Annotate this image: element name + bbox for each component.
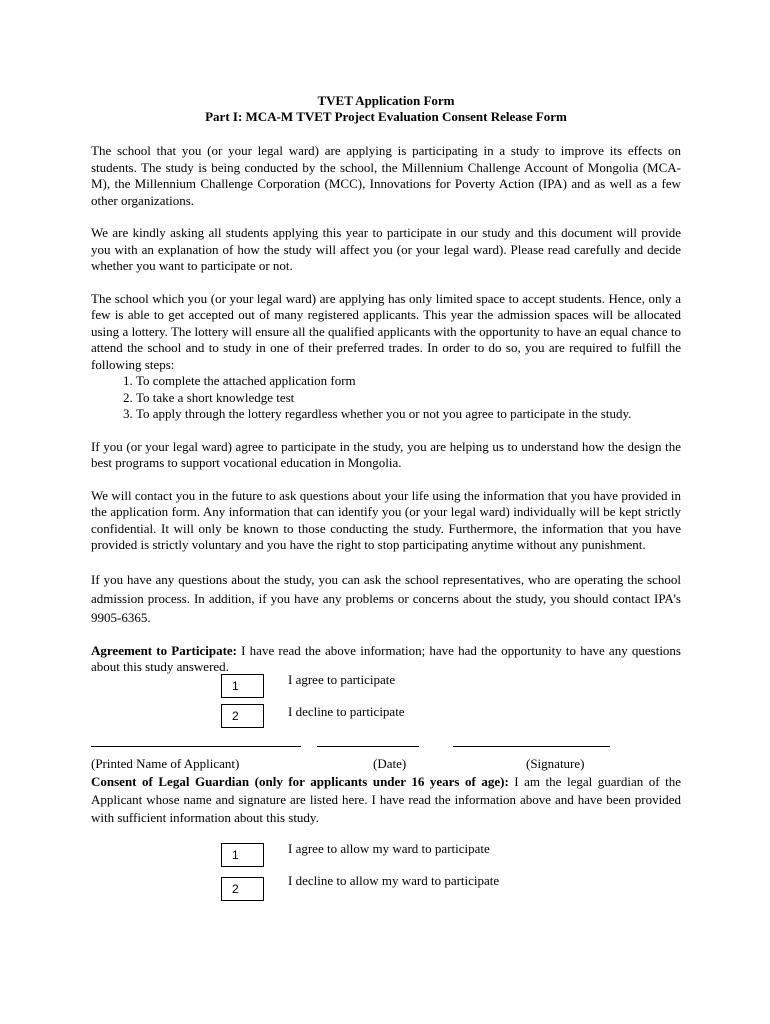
- signature-line[interactable]: [453, 746, 610, 747]
- steps-list: [91, 373, 681, 423]
- form-title: TVET Application Form: [317, 93, 455, 108]
- guardian-paragraph: [91, 773, 681, 827]
- signature-lines: [91, 736, 681, 756]
- intro-paragraph: The school that you (or your legal ward) are applying is participating in a study to improve its effects on students. The study is being conducted by the school, the Millennium Challenge Account of Mongolia (MCA-M), the Millennium Challenge Corporation (MCC), Innovations for Poverty Action (IPA) and as well as a few other organizations.: [91, 143, 681, 208]
- agree-checkbox[interactable]: 1: [221, 674, 264, 698]
- contact-paragraph: If you have any questions about the study, you can ask the school representatives, who are operating the school admission process. In addition, if you have any problems or concerns about the study, you should contact IPA’s 9905-6365.: [91, 571, 681, 625]
- benefit-paragraph: If you (or your legal ward) agree to participate in the study, you are helping us to understand how the design the best programs to support vocational education in Mongolia.: [91, 438, 681, 470]
- decline-option-row[interactable]: [91, 698, 681, 728]
- signature-label: (Signature): [526, 755, 585, 771]
- agreement-text: I have read the above information; have had the opportunity to have any questions about this study answered.: [91, 642, 681, 674]
- consent-form-page: [91, 93, 681, 901]
- decline-checkbox[interactable]: 2: [221, 704, 264, 728]
- form-subtitle: Part I: MCA-M TVET Project Evaluation Consent Release Form: [205, 109, 567, 124]
- ward-agree-option-row[interactable]: [91, 841, 681, 871]
- name-label: (Printed Name of Applicant): [91, 755, 240, 771]
- ward-agree-checkbox[interactable]: 1: [221, 843, 264, 867]
- request-paragraph: We are kindly asking all students applying this year to participate in our study and this document will provide you with an explanation of how the study will affect you (or your legal ward). Please read carefully and decide whether you want to participate or not.: [91, 225, 681, 273]
- guardian-text: I am the legal guardian of the Applicant whose name and signature are listed here. I have read the information above and have been provided with sufficient information about this study.: [91, 773, 681, 825]
- ward-decline-option-row[interactable]: [91, 871, 681, 901]
- ward-agree-label: I agree to allow my ward to participate: [288, 840, 490, 856]
- agree-label: I agree to participate: [288, 671, 396, 687]
- guardian-heading: Consent of Legal Guardian (only for applicants under 16 years of age):: [91, 773, 509, 789]
- agree-option-row[interactable]: [91, 668, 681, 698]
- step-item: 1. To complete the attached application form: [136, 373, 681, 390]
- decline-label: I decline to participate: [288, 703, 405, 719]
- step-item: 2. To take a short knowledge test: [136, 390, 681, 407]
- agreement-heading: Agreement to Participate:: [91, 642, 237, 658]
- name-line[interactable]: [91, 746, 301, 747]
- ward-decline-checkbox[interactable]: 2: [221, 877, 264, 901]
- date-label: (Date): [373, 755, 407, 771]
- ward-decline-label: I decline to allow my ward to participate: [288, 872, 500, 888]
- signature-labels: [91, 756, 681, 773]
- step-item: 3. To apply through the lottery regardless whether you or not you agree to participate in the study.: [136, 406, 681, 423]
- confidentiality-paragraph: We will contact you in the future to ask questions about your life using the information that you have provided in the application form. Any information that can identify you (or your legal ward) individually will be kept strictly confidential. It will only be known to those conducting the study. Furthermore, the information that you have provided is strictly voluntary and you have the right to stop participating anytime without any punishment.: [91, 487, 681, 552]
- date-line[interactable]: [317, 746, 419, 747]
- lottery-paragraph: The school which you (or your legal ward) are applying has only limited space to accept students. Hence, only a few is able to get accepted out of many registered applicants. This year the admission spaces will be allocated using a lottery. The lottery will ensure all the qualified applicants with the opportunity to have an equal chance to attend the school and to study in one of their preferred trades. In order to do so, you are required to fulfill the following steps:: [91, 290, 681, 372]
